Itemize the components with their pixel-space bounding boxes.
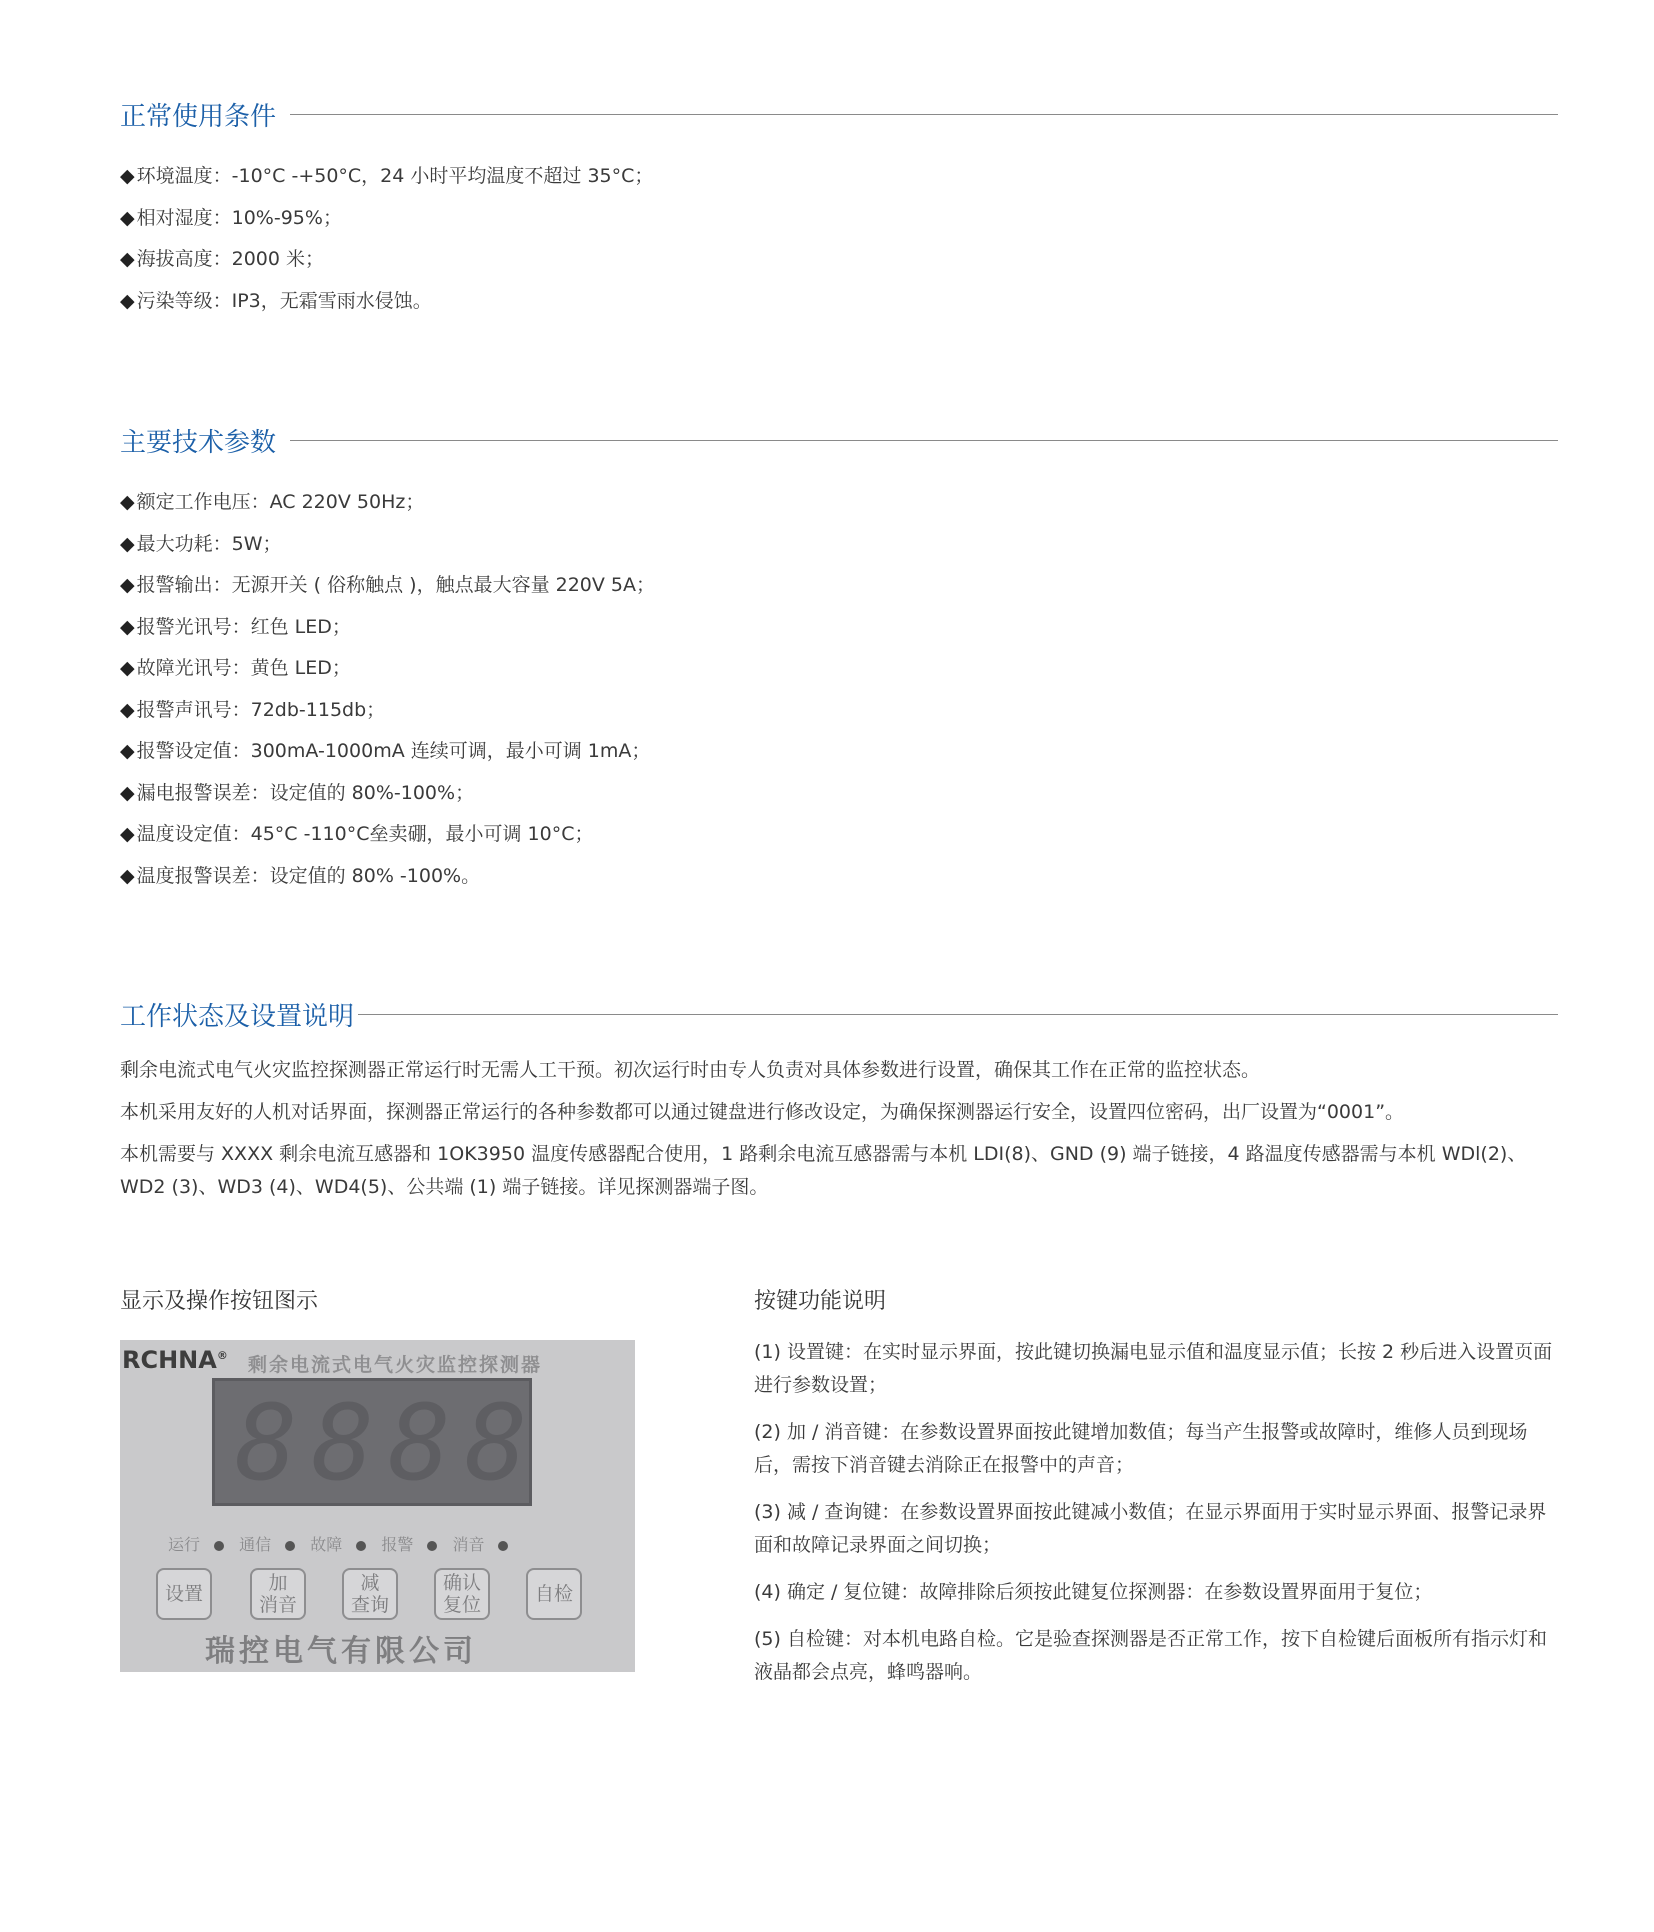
working-body [120, 1054, 1558, 1204]
diamond-bullet-icon: ◆ [120, 165, 135, 187]
paragraph: 剩余电流式电气火灾监控探测器正常运行时无需人工干预。初次运行时由专人负责对具体参数进行设置，确保其工作在正常的监控状态。 [120, 1059, 1261, 1081]
section-conditions [120, 94, 1558, 322]
panel-button-minus-query: 减 查询 [342, 1568, 398, 1620]
indicator-alarm: 报警 [381, 1535, 437, 1554]
section-title: 主要技术参数 [120, 427, 277, 458]
list-item: ◆ 报警设定值：300mA-1000mA 连续可调，最小可调 1mA； [120, 740, 651, 762]
list-item: ◆ 相对湿度：10%-95%； [120, 206, 342, 229]
list-item: (3) 减 / 查询键：在参数设置界面按此键减小数值；在显示界面用于实时显示界面、报警记录界面和故障记录界面之间切换； [754, 1501, 1547, 1556]
diamond-bullet-icon: ◆ [120, 615, 135, 638]
panel-button-add-mute: 加 消音 [250, 1568, 306, 1620]
list-item: ◆ 海拔高度：2000 米； [120, 248, 325, 270]
display-title: 显示及操作按钮图示 [120, 1289, 319, 1314]
section-title: 正常使用条件 [120, 101, 277, 132]
diamond-bullet-icon: ◆ [120, 289, 135, 312]
brand-logo: RCHNA® [122, 1346, 228, 1374]
heading-rule [290, 440, 1558, 441]
diamond-bullet-icon: ◆ [120, 574, 135, 596]
heading-rule [358, 1014, 1558, 1015]
led-icon [214, 1541, 224, 1551]
section-heading [120, 420, 1558, 460]
list-item: ◆ 温度报警误差：设定值的 80% -100%。 [120, 864, 481, 887]
section-heading [120, 94, 1558, 134]
list-item: ◆ 额定工作电压：AC 220V 50Hz； [120, 491, 425, 513]
section-title: 工作状态及设置说明 [120, 1001, 355, 1032]
list-item: ◆ 环境温度：-10°C -+50°C，24 小时平均温度不超过 35°C； [120, 165, 654, 187]
list-item: ◆ 报警光讯号：红色 LED； [120, 615, 351, 638]
indicator-mute: 消音 [452, 1535, 508, 1554]
list-item: (4) 确定 / 复位键：故障排除后须按此键复位探测器：在参数设置界面用于复位； [754, 1581, 1433, 1603]
section-working [120, 994, 1558, 1204]
heading-rule [290, 114, 1558, 115]
panel-product-name: 剩余电流式电气火灾监控探测器 [248, 1354, 543, 1376]
panel-button-set: 设置 [156, 1568, 212, 1620]
list-item: ◆ 漏电报警误差：设定值的 80%-100%； [120, 781, 475, 804]
display-digits: 8888 [235, 1382, 542, 1504]
device-panel-image [120, 1340, 635, 1672]
diamond-bullet-icon: ◆ [120, 740, 135, 762]
key-description-list [754, 1336, 1558, 1703]
paragraph: 本机采用友好的人机对话界面，探测器正常运行的各种参数都可以通过键盘进行修改设定，为确保探测器运行安全，设置四位密码，出厂设置为“0001”。 [120, 1101, 1405, 1123]
parameters-list [120, 482, 1558, 897]
diamond-bullet-icon: ◆ [120, 532, 135, 555]
indicator-row [168, 1532, 518, 1555]
list-item: (2) 加 / 消音键：在参数设置界面按此键增加数值；每当产生报警或故障时，维修人员到现场后，需按下消音键去消除正在报警中的声音； [754, 1421, 1528, 1476]
diamond-bullet-icon: ◆ [120, 864, 135, 887]
list-item: ◆ 污染等级：IP3，无霜雪雨水侵蚀。 [120, 289, 432, 312]
paragraph: 本机需要与 XXXX 剩余电流互感器和 1OK3950 温度传感器配合使用，1 路剩余电流互感器需与本机 LDI(8)、GND (9) 端子链接，4 路温度传感器需与本机 WDl(2)、WD2 (3)、WD3 (4)、WD4(5)、公共端 (1) 端子链接。详见探测器端子图。 [120, 1143, 1527, 1198]
indicator-comm: 通信 [239, 1535, 295, 1554]
list-item: ◆ 报警输出：无源开关 ( 俗称触点 )，触点最大容量 220V 5A； [120, 574, 655, 596]
diamond-bullet-icon: ◆ [120, 698, 135, 721]
list-item: (5) 自检键：对本机电路自检。它是验查探测器是否正常工作，按下自检键后面板所有指示灯和液晶都会点亮，蜂鸣器响。 [754, 1628, 1547, 1683]
keys-title: 按键功能说明 [754, 1289, 887, 1314]
list-item: (1) 设置键：在实时显示界面，按此键切换漏电显示值和温度显示值；长按 2 秒后进入设置页面进行参数设置； [754, 1341, 1553, 1396]
led-icon [356, 1541, 366, 1551]
led-icon [427, 1541, 437, 1551]
section-parameters [120, 420, 1558, 897]
panel-button-confirm-reset: 确认 复位 [434, 1568, 490, 1620]
list-item: ◆ 报警声讯号：72db-115db； [120, 698, 386, 721]
diamond-bullet-icon: ◆ [120, 248, 135, 270]
conditions-list [120, 156, 1558, 322]
indicator-fault: 故障 [310, 1535, 366, 1554]
panel-button-selftest: 自检 [526, 1568, 582, 1620]
diamond-bullet-icon: ◆ [120, 657, 135, 679]
digit-display [212, 1378, 542, 1506]
led-icon [285, 1541, 295, 1551]
led-icon [498, 1541, 508, 1551]
diamond-bullet-icon: ◆ [120, 781, 135, 804]
list-item: ◆ 最大功耗：5W； [120, 532, 282, 555]
diamond-bullet-icon: ◆ [120, 491, 135, 513]
list-item: ◆ 故障光讯号：黄色 LED； [120, 657, 351, 679]
diamond-bullet-icon: ◆ [120, 206, 135, 229]
company-name: 瑞控电气有限公司 [205, 1634, 477, 1669]
indicator-run: 运行 [168, 1535, 224, 1554]
list-item: ◆ 温度设定值：45°C -110°C垒卖硼，最小可调 10°C； [120, 823, 594, 845]
section-heading [120, 994, 1558, 1034]
diamond-bullet-icon: ◆ [120, 823, 135, 845]
